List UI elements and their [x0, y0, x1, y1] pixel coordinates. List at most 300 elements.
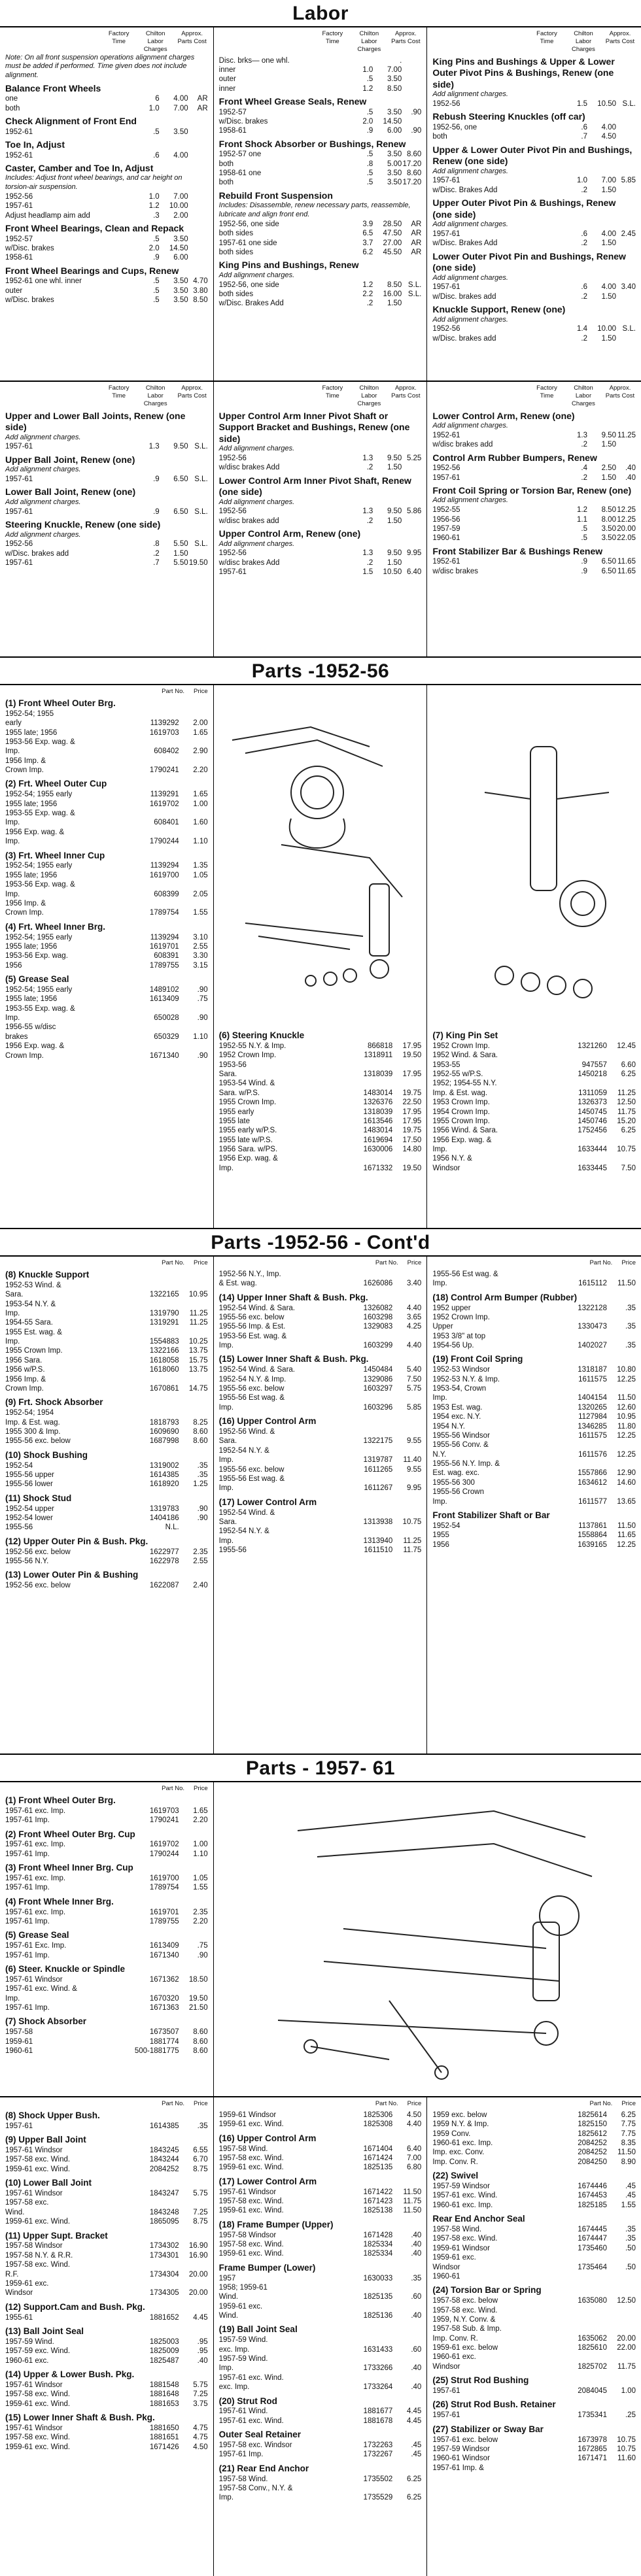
parts-desc: 1955-56 Imp. & Est. — [218, 1323, 286, 1331]
parts-desc: N.Y. — [432, 1450, 447, 1459]
parts-title: (15) Lower Inner Shaft & Bush. Pkg. — [5, 2412, 155, 2422]
parts-title: (11) Upper Supt. Bracket — [5, 2230, 108, 2241]
labor-charge: 10.50 — [383, 568, 402, 577]
parts-line — [219, 1126, 422, 1135]
parts-line — [5, 1941, 208, 1950]
parts-number: 1639165 — [578, 1540, 607, 1549]
parts-5761-top-grid — [0, 1781, 641, 2096]
labor-charge: 4.00 — [601, 229, 616, 238]
parts-price: 6.40 — [406, 2144, 422, 2153]
labor-row-name: 1957-61 — [432, 229, 460, 238]
parts-desc: Wind. — [218, 2293, 239, 2301]
labor-charge: 8.50 — [601, 506, 616, 515]
parts-line — [432, 2191, 636, 2200]
parts-desc: 1955-56 Est wag. & — [218, 1394, 285, 1402]
parts-price: 2.55 — [193, 1557, 208, 1565]
parts-number — [557, 1051, 607, 1060]
parts-line — [5, 1032, 208, 1042]
parts-number: 1613409 — [149, 995, 179, 1004]
parts-desc: 1960-61 — [5, 2047, 33, 2055]
parts-desc: 1956 Sara. — [5, 1356, 43, 1364]
parts-number — [557, 1079, 607, 1088]
parts-line — [5, 2208, 208, 2217]
parts-line — [432, 1393, 636, 1402]
parts-line — [432, 1540, 636, 1550]
labor-factory-time: 1.5 — [362, 568, 373, 577]
labor-parts-cost: 20.00 — [617, 524, 636, 533]
labor-row — [5, 475, 208, 484]
knuckle-diagram-5256 — [432, 688, 636, 1028]
parts-price — [607, 1154, 636, 1163]
labor-factory-time: 3.9 — [362, 220, 373, 228]
parts-line — [219, 1313, 422, 1322]
parts-header-partno: Part No. — [375, 2100, 398, 2107]
parts-price — [607, 1332, 636, 1341]
parts-line — [5, 1337, 208, 1346]
parts-line — [432, 2296, 636, 2305]
parts-line — [5, 1548, 208, 1557]
labor-row — [219, 248, 422, 257]
labor-row-name: 1952-61 — [5, 127, 33, 136]
parts-desc: 1957-61 Windsor — [5, 2424, 63, 2432]
labor-parts-cost — [402, 299, 421, 308]
labor-row — [432, 464, 636, 473]
parts-line — [5, 1975, 208, 1984]
parts-desc: 1960-61 exc. — [5, 2356, 49, 2365]
labor-item — [432, 197, 636, 248]
parts-number: 1619700 — [149, 1874, 179, 1882]
parts-price: .95 — [197, 2347, 208, 2356]
labor-parts-cost — [188, 549, 208, 558]
labor-row — [219, 150, 422, 159]
parts-number — [557, 1440, 607, 1449]
labor-row — [219, 239, 422, 248]
labor-item-sub: Add alignment charges. — [5, 498, 81, 506]
parts-line — [219, 1536, 422, 1546]
parts-number — [130, 1004, 179, 1013]
labor-item-sub: Includes: Disassemble, renew necessary parts, reassemble, lubricate and align front end. — [218, 201, 411, 218]
labor-parts-cost — [188, 235, 208, 244]
parts-line — [432, 1431, 636, 1440]
parts-line — [219, 2345, 422, 2354]
parts-block — [219, 1293, 422, 1351]
parts-price — [179, 1984, 208, 1993]
parts-price: 3.40 — [406, 1280, 422, 1288]
parts-number: 1843247 — [149, 2190, 179, 2197]
parts-line — [5, 1850, 208, 1859]
parts-price — [607, 2324, 636, 2333]
parts-desc: Imp. — [5, 890, 20, 898]
labor-factory-time: .9 — [366, 127, 373, 135]
parts-number: 1322166 — [149, 1347, 179, 1355]
parts-desc: 1952-54 — [432, 1521, 460, 1530]
parts-block — [219, 2220, 422, 2259]
parts-line — [5, 871, 208, 880]
parts-line — [432, 1313, 636, 1322]
parts-line — [432, 1098, 636, 1107]
labor-row — [5, 558, 208, 568]
parts-line — [432, 2315, 636, 2324]
labor-charge: 7.00 — [173, 104, 188, 112]
parts-line — [432, 2343, 636, 2352]
parts-line — [5, 2260, 208, 2269]
parts-desc: 1957-61 — [432, 2387, 460, 2395]
labor-parts-cost: S.L. — [194, 540, 208, 549]
labor-factory-time: .2 — [581, 441, 587, 449]
parts-line — [432, 2201, 636, 2210]
labor-factory-time: .5 — [153, 235, 160, 243]
parts-price: 19.50 — [188, 1994, 208, 2003]
parts-price: 12.90 — [617, 1469, 636, 1478]
parts-price: 1.10 — [193, 1850, 208, 1858]
parts-number: 1619702 — [149, 1840, 179, 1849]
front-suspension-diagram-5256 — [219, 688, 422, 1028]
parts-number: 1619701 — [149, 1908, 179, 1916]
parts-price — [392, 2373, 421, 2382]
parts-number: 1319787 — [363, 1456, 393, 1465]
labor-factory-time: .5 — [153, 127, 160, 136]
labor-item — [219, 56, 422, 94]
labor-charge: 16.00 — [383, 290, 402, 298]
parts-number: 1825487 — [149, 2356, 179, 2365]
labor-factory-time: 3.7 — [362, 239, 373, 247]
parts-line — [219, 1455, 422, 1465]
parts-number: 1489102 — [149, 985, 179, 994]
parts-number: 1630006 — [363, 1145, 393, 1153]
parts-desc: 1952-53 Windsor — [432, 1366, 490, 1374]
parts-price: .35 — [625, 2226, 636, 2233]
parts-number — [557, 2272, 607, 2281]
parts-desc: 1956 Exp. wag. & — [5, 1042, 65, 1051]
parts-price: 11.50 — [403, 2188, 422, 2196]
parts-price: .40 — [411, 2240, 422, 2248]
parts-price — [179, 709, 208, 719]
parts-price — [607, 1051, 636, 1060]
parts-number: 1671423 — [363, 2197, 393, 2205]
parts-desc: Imp. — [432, 1394, 447, 1402]
parts-number — [130, 737, 179, 747]
labor-parts-cost: 12.25 — [617, 515, 636, 524]
labor-row — [5, 127, 208, 137]
parts-desc: 1952-56 N.Y., Imp. — [218, 1270, 281, 1278]
parts-price: .35 — [625, 2235, 636, 2243]
parts-5761-bottom-col1 — [0, 2097, 214, 2576]
parts-number: 1611510 — [364, 1546, 393, 1554]
parts-price — [392, 1332, 421, 1341]
parts-block — [219, 2110, 422, 2129]
parts-price: 1.55 — [193, 1884, 208, 1892]
parts-number: 1673507 — [149, 2028, 179, 2037]
parts-line — [432, 1468, 636, 1478]
parts-number: 1881677 — [363, 2407, 393, 2416]
labor-factory-time: .2 — [581, 239, 587, 248]
parts-price — [392, 2283, 421, 2292]
labor-row — [5, 104, 208, 113]
parts-desc: 1955-56 300 — [432, 1478, 475, 1487]
parts-price: .45 — [625, 2192, 636, 2200]
labor-item-sub: Add alignment charges. — [432, 90, 508, 99]
parts-desc: 1959-61 exc. Wind. — [218, 2120, 284, 2129]
parts-price: 8.35 — [621, 2139, 636, 2147]
labor-row-name: 1952-57 one — [218, 150, 262, 159]
labor-row — [432, 239, 636, 248]
labor-row-name: 1952-55 — [432, 506, 460, 515]
parts-number: 650329 — [154, 1032, 179, 1041]
labor-charge: 3.50 — [173, 127, 188, 136]
parts-line — [432, 2445, 636, 2454]
parts-block — [219, 2430, 422, 2460]
parts-block — [5, 1493, 208, 1533]
parts-line — [219, 2475, 422, 2484]
labor-factory-time: 1.3 — [148, 443, 160, 451]
parts-number — [130, 1023, 179, 1032]
labor-item — [5, 83, 208, 113]
parts-number: 1735529 — [363, 2494, 393, 2502]
labor-charge: 1.50 — [601, 441, 616, 449]
parts-line — [432, 1154, 636, 1163]
labor-factory-time: 6.5 — [362, 229, 373, 238]
labor-parts-cost: 19.50 — [188, 559, 208, 567]
parts-title: (13) Ball Joint Seal — [5, 2326, 84, 2336]
parts-number: 1557866 — [578, 1469, 607, 1478]
parts-price: 4.40 — [406, 2120, 422, 2129]
parts-price: 11.50 — [403, 2207, 422, 2215]
labor-factory-time: .2 — [366, 464, 373, 472]
parts-number: 1671362 — [149, 1975, 179, 1984]
parts-number — [130, 1328, 179, 1337]
labor-row — [219, 108, 422, 117]
parts-title: (2) Front Wheel Outer Brg. Cup — [5, 1829, 135, 1839]
parts-desc: Imp. — [432, 1145, 447, 1153]
parts-line — [5, 1365, 208, 1374]
parts-price — [179, 1281, 208, 1290]
parts-number: 2084252 — [149, 2165, 179, 2173]
parts-number — [130, 880, 179, 889]
parts-number — [557, 1487, 607, 1497]
parts-price: .40 — [411, 2250, 422, 2258]
parts-desc: Imp. & Est. wag. — [432, 1089, 488, 1097]
labor-row — [219, 454, 422, 463]
parts-line — [5, 1883, 208, 1892]
parts-price: .90 — [197, 1014, 208, 1022]
parts-block — [5, 2326, 208, 2365]
parts-desc: 1957-58 exc. below — [432, 2297, 498, 2305]
parts-number: 1634612 — [578, 1478, 607, 1487]
parts-line — [5, 728, 208, 737]
parts-block — [432, 2375, 636, 2396]
labor-row — [219, 178, 422, 187]
parts-desc: 1953-56 Exp. wag. & — [5, 881, 75, 889]
parts-number: 1619702 — [149, 800, 179, 808]
labor-row-name: 1952-61 — [432, 431, 460, 439]
parts-desc: 1952-53 N.Y. & Imp. — [432, 1375, 500, 1383]
parts-desc: 1957-59 Windsor — [432, 2445, 490, 2453]
parts-number: 1671340 — [149, 1951, 179, 1959]
parts-price: 8.75 — [193, 2218, 208, 2226]
labor-header-factory: Factory Time — [536, 384, 557, 399]
parts-block — [5, 2413, 208, 2452]
parts-number: 1127984 — [578, 1413, 607, 1421]
labor-item-title: Front Stabilizer Bar & Bushings Renew — [432, 545, 603, 556]
parts-line — [5, 2433, 208, 2442]
parts-number: 1619700 — [149, 871, 179, 879]
labor-parts-cost — [402, 75, 421, 84]
parts-desc: 1952-55 w/P.S. — [432, 1070, 483, 1078]
parts-price — [179, 1408, 208, 1417]
parts-price: 11.75 — [403, 1546, 422, 1554]
labor-header-factory: Factory Time — [322, 30, 343, 45]
parts-number — [557, 1270, 607, 1279]
parts-line — [219, 1164, 422, 1173]
parts-price — [392, 2484, 421, 2493]
parts-col-header — [219, 2100, 422, 2108]
parts-line — [219, 2249, 422, 2258]
parts-number: 1630033 — [363, 2274, 393, 2282]
parts-desc: 1959-61 exc. Wind. — [218, 2163, 284, 2172]
labor-row-name: outer — [218, 75, 236, 84]
parts-number: 1825610 — [578, 2344, 607, 2352]
parts-desc: 1957-58 Windsor — [218, 2231, 277, 2239]
divider — [0, 656, 641, 658]
labor-factory-time: 1.2 — [148, 202, 160, 211]
parts-price: .75 — [197, 995, 208, 1004]
parts-number: 1322128 — [578, 1304, 607, 1312]
parts-line — [219, 2484, 422, 2493]
parts-line — [432, 1531, 636, 1540]
labor-row-name: w/Disc. brakes — [5, 296, 54, 304]
parts-desc: 1952-54; 1955 early — [5, 862, 73, 870]
labor-parts-cost: .40 — [625, 464, 636, 473]
parts-line — [219, 1304, 422, 1313]
parts-price: 3.10 — [193, 933, 208, 941]
parts-price: 12.45 — [617, 1042, 636, 1050]
parts-line — [5, 1318, 208, 1327]
parts-price — [607, 1459, 636, 1468]
labor-parts-cost — [188, 253, 208, 262]
parts-desc: 1957-61 exc. Imp. — [5, 1806, 66, 1815]
labor-row-name: both — [218, 160, 234, 168]
parts-price: 6.70 — [193, 2156, 208, 2164]
parts-line — [5, 1461, 208, 1470]
parts-title: Rear End Anchor Seal — [432, 2214, 525, 2224]
labor-charge: 6.00 — [173, 254, 188, 262]
parts-number — [130, 756, 179, 766]
parts-desc: 1953 Crown Imp. — [432, 1098, 490, 1107]
parts-number — [130, 2198, 179, 2207]
parts-desc: 1957-59 exc. Wind. — [5, 2347, 71, 2356]
labor-charge: 3.50 — [387, 75, 402, 84]
labor-charge: 1.50 — [601, 186, 616, 194]
labor-factory-time: 1.4 — [576, 325, 587, 333]
parts-desc: Imp. — [218, 1484, 234, 1493]
parts-number: 1881678 — [363, 2416, 393, 2425]
parts-price: 17.50 — [402, 1136, 422, 1144]
parts-desc: Imp. — [5, 747, 20, 756]
parts-title: (7) King Pin Set — [432, 1030, 498, 1040]
parts-price — [179, 1375, 208, 1384]
parts-number: 1330473 — [578, 1323, 607, 1331]
parts-desc: 1955 300 & Imp. — [5, 1427, 61, 1436]
parts-price: 15.75 — [188, 1356, 208, 1364]
parts-line — [5, 2270, 208, 2279]
parts-desc: 1957-58 Wind. — [432, 2226, 482, 2233]
parts-header-partno: Part No. — [162, 1785, 184, 1792]
parts-number: 1735460 — [578, 2244, 607, 2252]
labor-parts-cost — [188, 201, 208, 211]
parts-price: 6.25 — [406, 2494, 422, 2502]
parts-desc: 1954 exc. N.Y. — [432, 1413, 481, 1421]
labor-header-chilton: Chilton Labor Charges — [143, 384, 167, 407]
parts-desc: 1955 Crown Imp. — [218, 1098, 277, 1107]
parts-desc: 1955-56 Crown — [432, 1488, 484, 1497]
parts-desc: 1955-56 lower — [5, 1480, 53, 1489]
parts-block — [432, 2110, 636, 2167]
parts-desc: 1952-54 N.Y. & — [218, 1446, 269, 1455]
labor-item-title: Upper Control Arm Inner Pivot Shaft or Support Bracket and Bushings, Renew (one side) — [218, 410, 410, 444]
labor-item — [432, 251, 636, 302]
parts-desc: 1953-56 Exp. wag. — [5, 952, 68, 960]
parts-desc: 1952-55 N.Y. & Imp. — [218, 1042, 286, 1050]
parts-number: 1603298 — [363, 1313, 393, 1321]
parts-desc: 1957-58 exc. Windsor — [218, 2441, 292, 2449]
labor-factory-time: 2.2 — [362, 290, 373, 298]
parts-number: 1825702 — [578, 2362, 607, 2371]
parts-desc: 1952-54; 1955 early — [5, 985, 73, 994]
labor-row-name: w/Disc. brakes add — [432, 292, 496, 301]
parts-price: 2.35 — [193, 1548, 208, 1556]
labor-row — [5, 286, 208, 296]
parts-header-partno: Part No. — [162, 688, 184, 695]
parts-price: .40 — [411, 2364, 422, 2373]
labor-parts-cost: AR — [411, 239, 422, 247]
parts-price: 2.40 — [193, 1582, 208, 1590]
parts-number: 1322165 — [149, 1291, 179, 1299]
parts-desc: 1955 early w/P.S. — [218, 1127, 277, 1135]
labor-row — [432, 534, 636, 543]
labor-parts-cost: 8.60 — [406, 150, 422, 159]
parts-line — [219, 2311, 422, 2320]
parts-desc: 1956 Imp. & — [5, 756, 46, 765]
labor-row — [432, 99, 636, 109]
parts-desc: 1955-56 Windsor — [432, 1431, 490, 1440]
parts-line — [5, 1408, 208, 1417]
parts-block — [219, 1270, 422, 1289]
parts-desc: 1959-61 exc. Wind. — [5, 2399, 71, 2408]
parts-line — [432, 1422, 636, 1431]
parts-line — [432, 1108, 636, 1117]
parts-line — [5, 1281, 208, 1290]
labor-charge: 9.50 — [387, 507, 402, 516]
parts-line — [5, 1051, 208, 1060]
parts-line — [5, 2288, 208, 2297]
labor-row-name: both — [218, 178, 234, 187]
parts-line — [5, 828, 208, 837]
parts-line — [432, 2324, 636, 2333]
labor-charge: 1.50 — [387, 299, 402, 308]
parts-header-partno: Part No. — [589, 2100, 613, 2107]
labor-row-name: both — [432, 133, 447, 141]
parts-line — [219, 1436, 422, 1446]
labor-factory-time: .8 — [153, 540, 160, 549]
labor-charge: 6.50 — [173, 507, 188, 516]
labor-factory-time: 1.0 — [362, 66, 373, 74]
parts-price: 10.80 — [617, 1366, 636, 1374]
parts-price: 5.40 — [406, 1366, 422, 1374]
parts-desc: 1955 late; 1956 — [5, 728, 58, 737]
parts-desc: Imp. — [218, 1403, 234, 1412]
parts-number: 1613546 — [363, 1117, 393, 1125]
parts-header-partno: Part No. — [162, 1259, 184, 1266]
